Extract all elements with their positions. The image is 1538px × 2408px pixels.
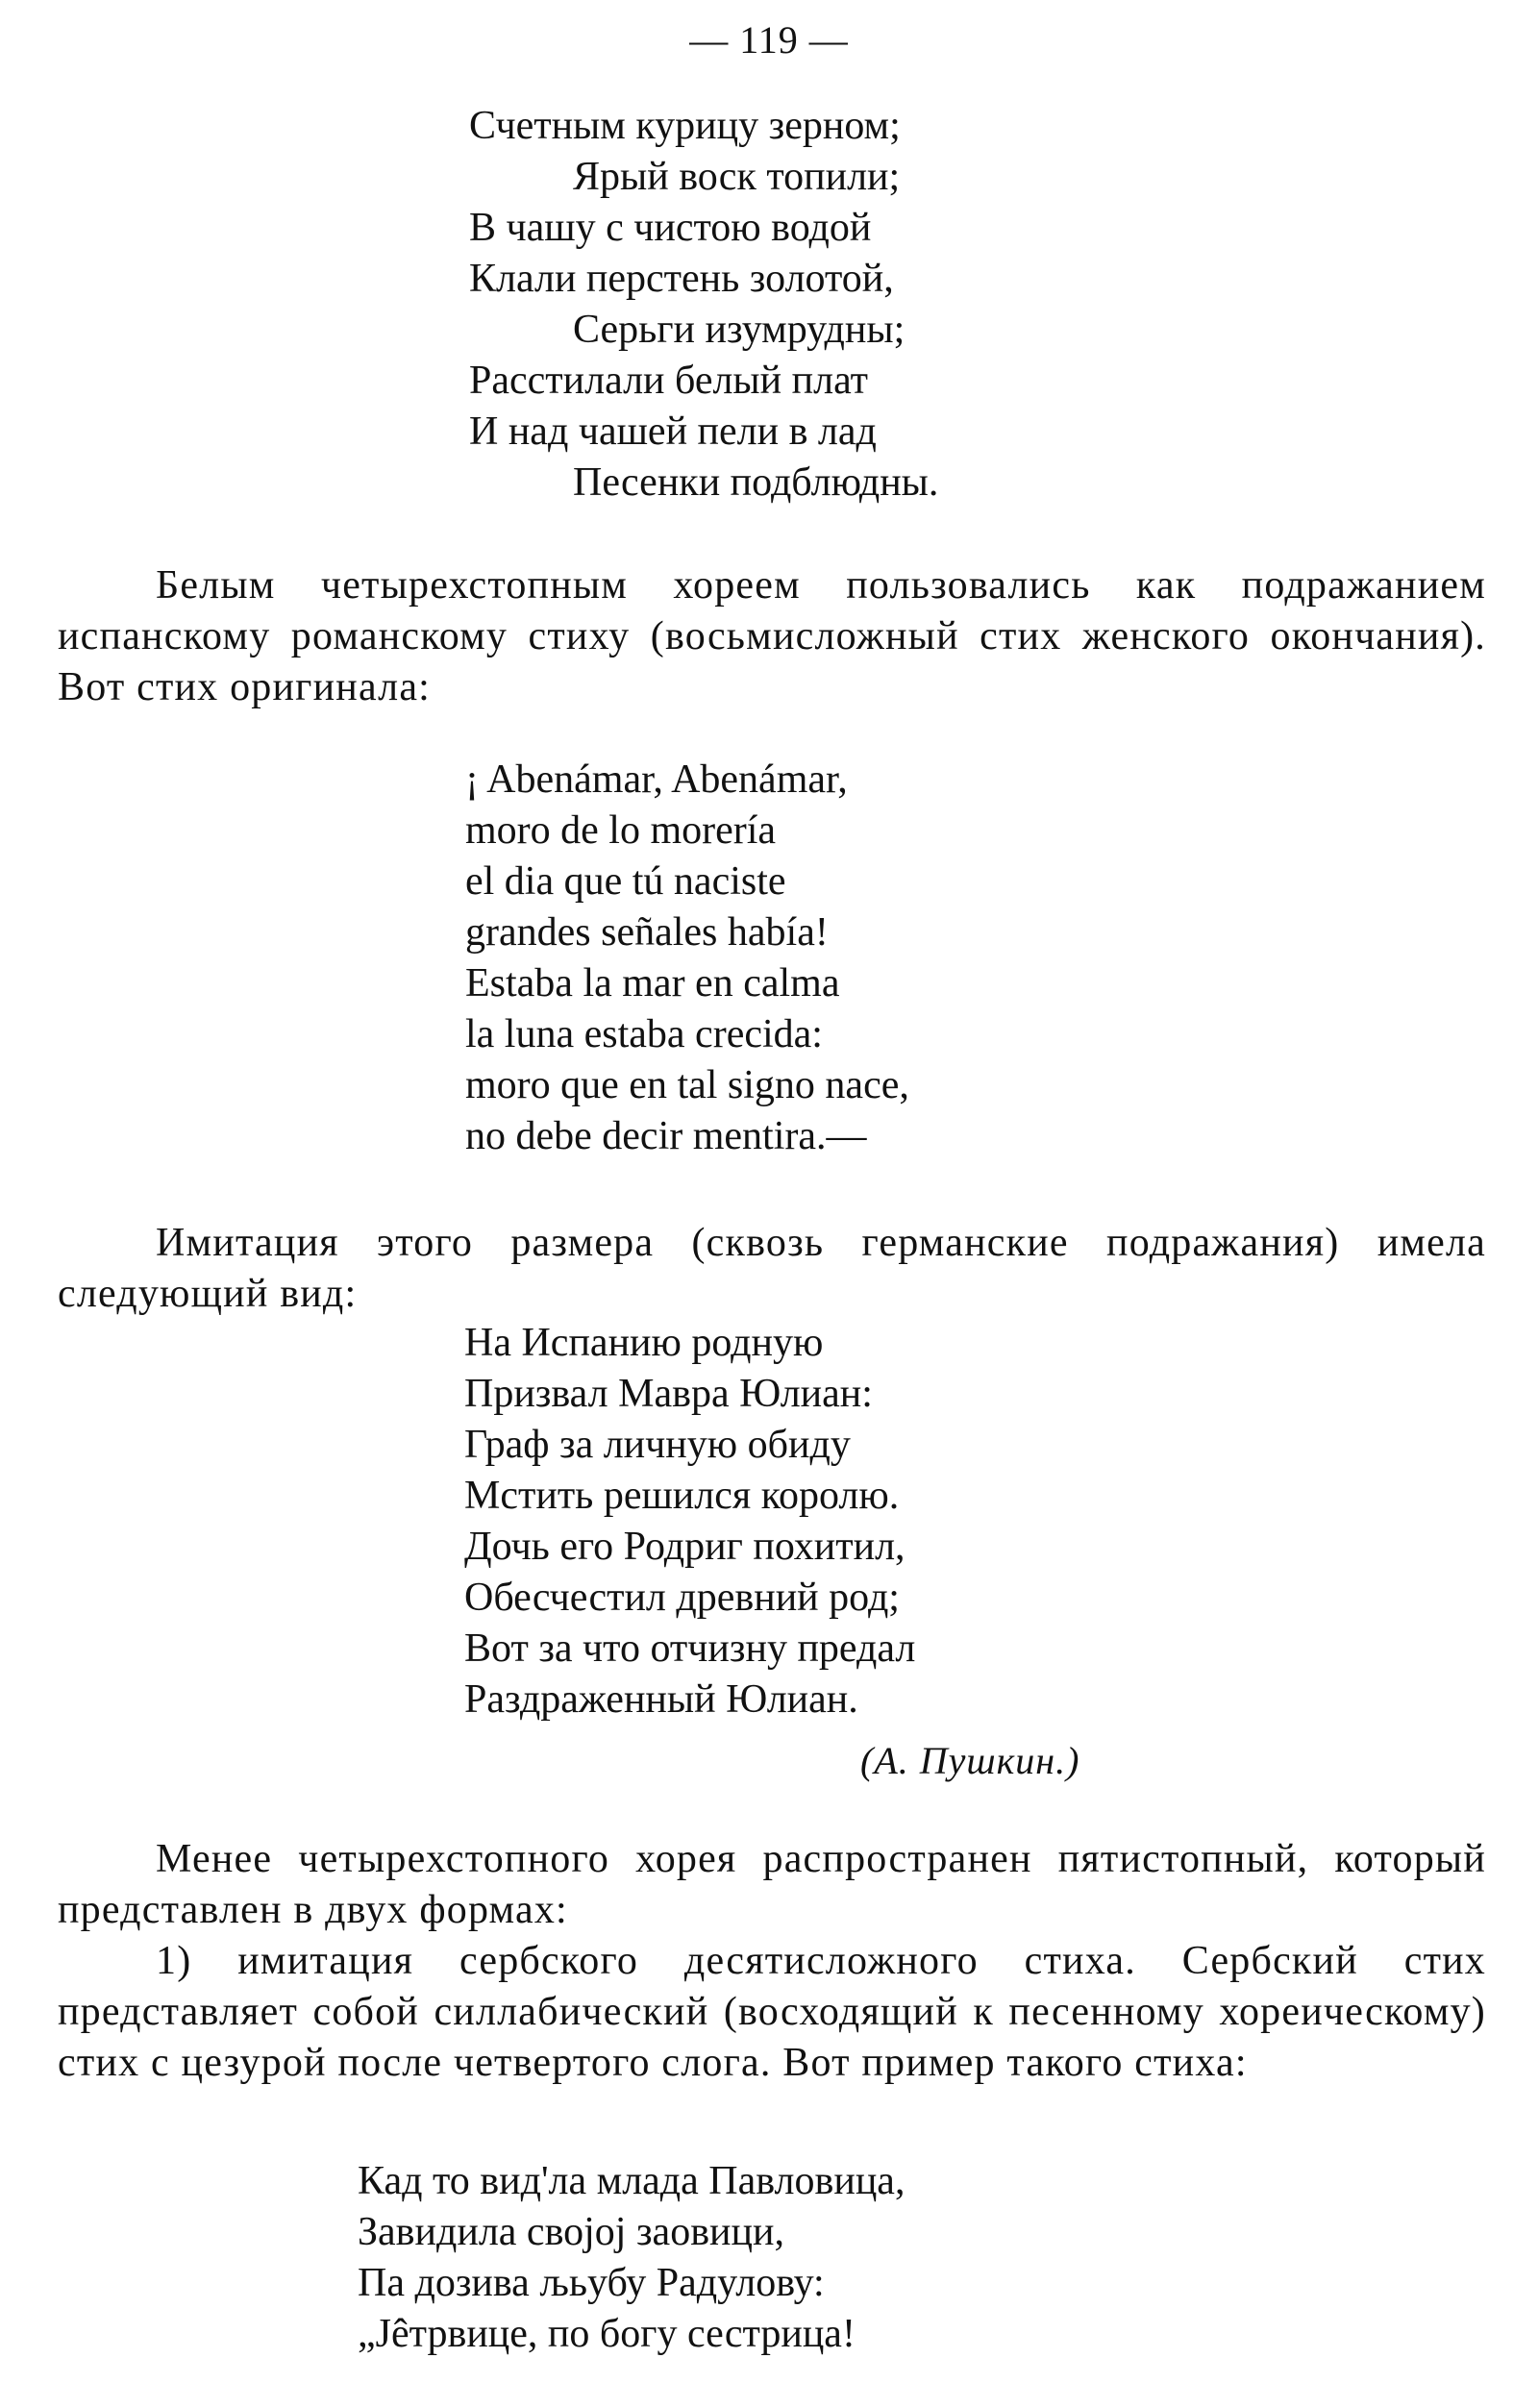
verse-line: Песенки подблюдны.	[573, 460, 939, 505]
verse-line: На Испанию родную	[464, 1321, 824, 1365]
verse-line: Расстилали белый плат	[469, 359, 868, 403]
verse-line: Завидила својој заовици,	[358, 2210, 784, 2254]
verse-line: Обесчестил древний род;	[464, 1576, 900, 1620]
paragraph-text: Белым четырехстопным хореем пользовались как подражанием испанскому романскому стиху (восьмисложный стих женского окончания). Вот стих оригинала:	[58, 563, 1486, 709]
verse-line: Раздраженный Юлиан.	[464, 1677, 858, 1722]
verse-block-pushkin-1	[469, 101, 938, 509]
verse-line: la luna estaba crecida:	[465, 1012, 823, 1056]
verse-block-pushkin-2	[464, 1318, 915, 1725]
verse-block-spanish	[465, 755, 909, 1162]
prose-paragraph-3	[58, 1834, 1486, 2089]
verse-line: Estaba la mar en calma	[465, 961, 840, 1005]
paragraph-text: Имитация этого размера (сквозь германские подражания) имела следующий вид:	[58, 1221, 1486, 1316]
verse-line: no debe decir mentira.—	[465, 1114, 867, 1158]
verse-line: Дочь его Родриг похитил,	[464, 1525, 905, 1569]
page-number: — 119 —	[689, 18, 849, 62]
verse-line: moro que en tal signo nace,	[465, 1063, 909, 1107]
verse-line: el dia que tú naciste	[465, 859, 786, 904]
verse-line: Па дозива љьубу Радулову:	[358, 2261, 825, 2305]
verse-line: Граф за личную обиду	[464, 1423, 851, 1467]
verse-line: moro de lo morería	[465, 808, 777, 853]
paragraph-text: Менее четырехстопного хорея распространен пятистопный, который представлен в двух формах:	[58, 1837, 1486, 1932]
prose-paragraph-1	[58, 560, 1486, 713]
verse-line: Мстить решился королю.	[464, 1474, 900, 1518]
verse-line: „Jêтрвице, по богу сестрица!	[358, 2312, 856, 2356]
verse-line: Ярый воск топили;	[573, 155, 901, 199]
verse-line: Кад то вид'ла млада Павловица,	[358, 2159, 905, 2203]
verse-line: ¡ Abenámar, Abenámar,	[465, 757, 848, 802]
verse-line: Призвал Мавра Юлиан:	[464, 1372, 873, 1416]
verse-line: Вот за что отчизну предал	[464, 1626, 916, 1671]
verse-line: Клали перстень золотой,	[469, 257, 894, 301]
verse-line: И над чашей пели в лад	[469, 410, 877, 454]
attribution: (А. Пушкин.)	[860, 1739, 1080, 1782]
verse-line: В чашу с чистою водой	[469, 206, 872, 250]
verse-line: Счетным курицу зерном;	[469, 104, 901, 148]
verse-line: Серьги изумрудны;	[573, 308, 905, 352]
prose-paragraph-2	[58, 1218, 1486, 1320]
verse-block-serbian	[358, 2156, 905, 2360]
paragraph-text: 1) имитация сербского десятисложного стиха. Сербский стих представляет собой силлабический (восходящий к песенному хореическому) стих с цезурой после четвертого слога. Вот пример такого стиха:	[58, 1939, 1486, 2085]
verse-line: grandes señales había!	[465, 910, 829, 955]
